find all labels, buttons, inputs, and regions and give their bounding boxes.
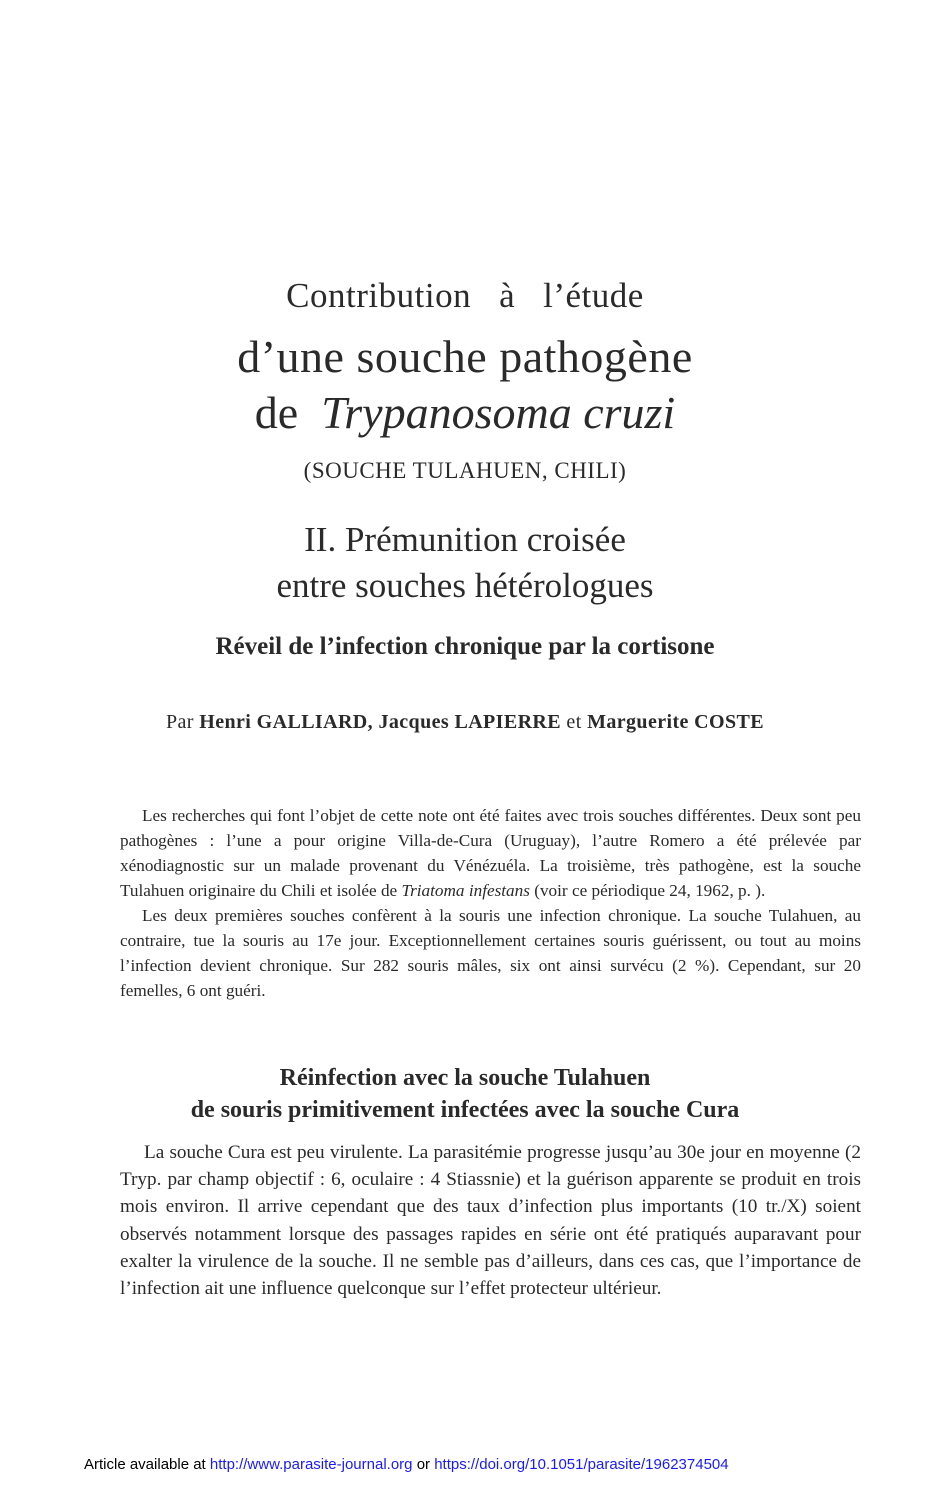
footer xyxy=(84,1456,729,1473)
title-line-3 xyxy=(0,386,930,439)
subtitle: (SOUCHE TULAHUEN, CHILI) xyxy=(303,458,627,483)
abstract-paragraph-1 xyxy=(120,803,861,903)
journal-link[interactable]: http://www.parasite-journal.org xyxy=(209,1456,413,1473)
abstract xyxy=(120,803,861,1003)
part-subtitle: Réveil de l’infection chronique par la cortisone xyxy=(215,633,715,660)
footer-prefix: Article available at xyxy=(84,1456,206,1473)
author-coste: Marguerite COSTE xyxy=(587,711,764,733)
title-line-1 xyxy=(0,276,930,316)
author-galliard: Henri GALLIARD, xyxy=(199,711,374,733)
section-body xyxy=(120,1139,861,1302)
section-heading-line-2: de souris primitivement infectées avec la souche Cura xyxy=(190,1097,740,1123)
species-triatoma: Triatoma infestans xyxy=(401,881,530,900)
authors-line xyxy=(0,711,930,734)
abstract-paragraph-2: Les deux premières souches confèrent à la souris une infection chronique. La souche Tulahuen, au contraire, tue la souris au 17e jour. Exceptionnellement certaines souris guérissent, ou tout au moins l’infection devient chronique. Sur 282 souris mâles, six ont ainsi survécu (2 %). Cependant, sur 20 femelles, 6 ont guéri. xyxy=(120,906,861,1000)
footer-or: or xyxy=(416,1456,431,1473)
abstract-p1-reference: (voir ce périodique 24, 1962, p. ). xyxy=(534,881,766,900)
title-word-contribution: Contribution xyxy=(286,276,472,315)
authors-and: et xyxy=(566,711,582,733)
part-title-line-1: II. Prémunition croisée xyxy=(304,520,626,559)
abstract-p1-text: Les recherches qui font l’objet de cette note ont été faites avec trois souches différentes. Deux sont peu pathogènes : l’une a pour origine Villa-de-Cura (Uruguay), l’autre Romero a été prélevée par xénodiagnostic sur un malade provenant du Vénézuéla. La troisième, très pathogène, est la souche Tulahuen originaire du Chili et isolée de xyxy=(120,806,861,900)
title-word-letude: l’étude xyxy=(543,276,644,315)
species-name: Trypanosoma cruzi xyxy=(321,387,676,438)
title-word-a: à xyxy=(499,276,516,315)
author-lapierre: Jacques LAPIERRE xyxy=(378,711,562,733)
doi-link[interactable]: https://doi.org/10.1051/parasite/1962374504 xyxy=(434,1456,729,1473)
authors-prefix: Par xyxy=(165,711,194,733)
section-heading-line-1: Réinfection avec la souche Tulahuen xyxy=(279,1065,651,1091)
part-title-line-2: entre souches hétérologues xyxy=(276,566,654,605)
title-prefix: de xyxy=(254,387,299,438)
title-line-2: d’une souche pathogène xyxy=(237,331,693,382)
section-paragraph: La souche Cura est peu virulente. La parasitémie progresse jusqu’au 30e jour en moyenne (2 Tryp. par champ objectif : 6, oculaire : 4 Stiassnie) et la guérison apparente se produit en trois mois environ. Il arrive cependant que des taux d’infection plus importants (10 tr./X) soient observés notamment lorsque des passages rapides en série ont été pratiqués auparavant pour exalter la virulence de la souche. Il ne semble pas d’ailleurs, dans ces cas, que l’importance de l’infection ait une influence quelconque sur l’effet protecteur ultérieur. xyxy=(120,1142,861,1300)
